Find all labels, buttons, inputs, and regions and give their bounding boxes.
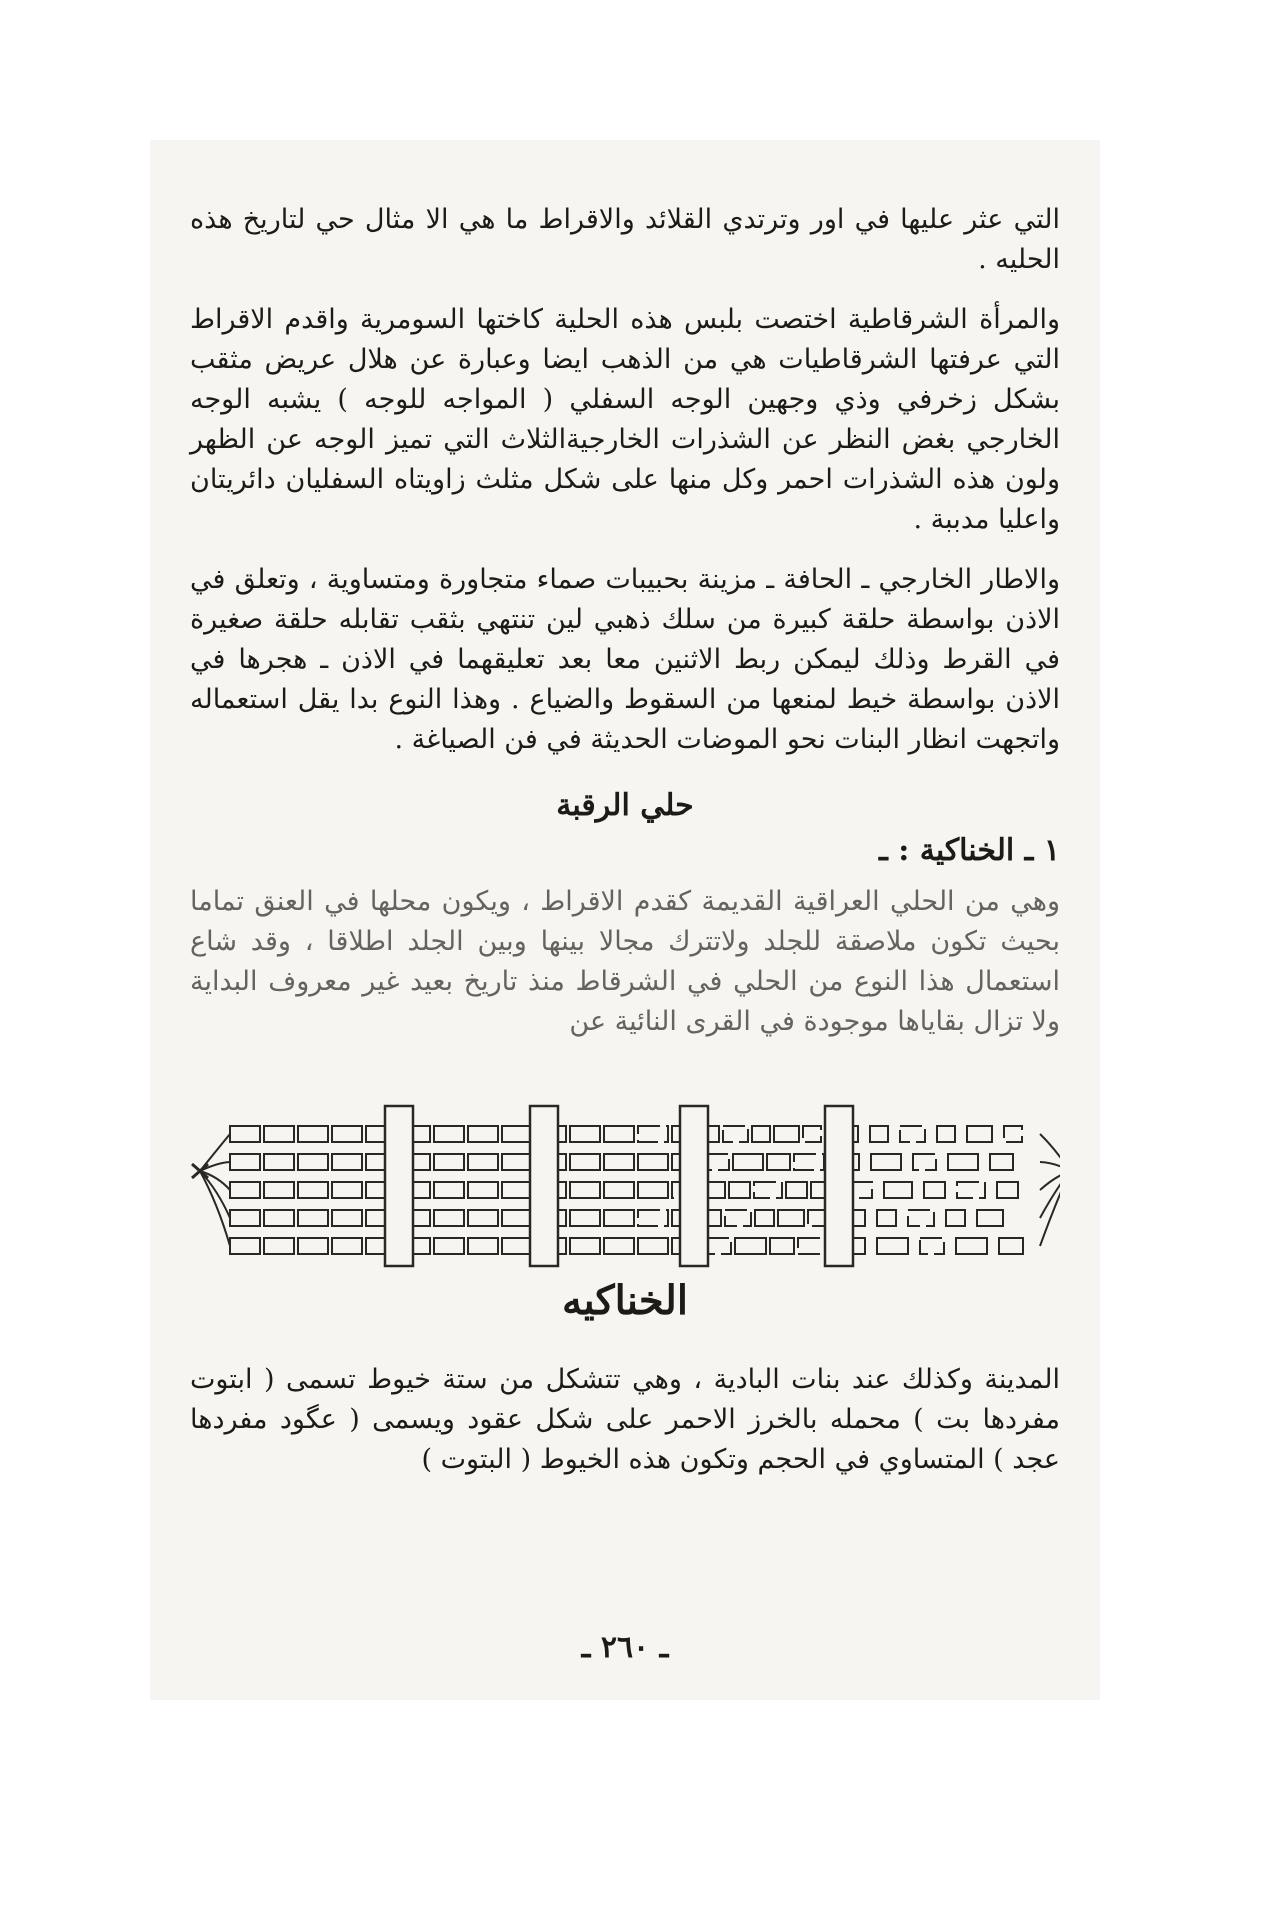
necklace-drawing — [190, 1066, 1060, 1271]
paragraph-faded: وهي من الحلي العراقية القديمة كقدم الاقراط ، ويكون محلها في العنق تماما بحيث تكون ملاصقة للجلد ولاتترك مجالا بينها وبين الجلد اطلاقا ، وقد شاع استعمال هذا النوع من الحلي في الشرقاط منذ تاريخ بعيد غير معروف البداية ولا تزال بقاياها موجودة في القرى النائية عن — [190, 886, 1060, 1037]
paragraph-1: التي عثر عليها في اور وترتدي القلائد والاقراط ما هي الا مثال حي لتاريخ هذه الحليه . — [190, 204, 1060, 275]
paragraph-2: والمرأة الشرقاطية اختصت بلبس هذه الحلية كاختها السومرية واقدم الاقراط التي عرفتها الشرقاطيات هي من الذهب ايضا وعبارة عن هلال عريض مثقب بشكل زخرفي وذي وجهين الوجه السفلي ( المواجه للوجه ) يشبه الوجه الخارجي بغض النظر عن الشذرات الخارجيةالثلاث التي تميز الوجه عن الظهر ولون هذه الشذرات احمر وكل منها على شكل مثلث زاويتاه السفليان دائريتان واعليا مدببة . — [190, 304, 1060, 535]
section-heading: حلي الرقبة — [556, 788, 694, 823]
book-page — [150, 140, 1100, 1700]
necklace-illustration — [190, 1066, 1060, 1271]
subsection-heading: ١ ـ الخناكية : ـ — [878, 833, 1060, 868]
paragraph-4: المدينة وكذلك عند بنات البادية ، وهي تتشكل من ستة خيوط تسمى ( ابتوت مفردها بت ) محمله بالخرز الاحمر على شكل عقود ويسمى ( عگود مفردها عجد ) المتساوي في الحجم وتكون هذه الخيوط ( البتوت ) — [190, 1364, 1060, 1475]
page-content — [190, 200, 1060, 1500]
paragraph-3: والاطار الخارجي ـ الحافة ـ مزينة بحبيبات صماء متجاورة ومتساوية ، وتعلق في الاذن بواسطة حلقة كبيرة من سلك ذهبي لين تنتهي بثقب تقابله حلقة صغيرة في القرط وذلك ليمكن ربط الاثنين معا بعد تعليقهما في الاذن ـ هجرها في الاذن بواسطة خيط لمنعها من السقوط والضياع . وهذا النوع بدا يقل استعماله واتجهت انظار البنات نحو الموضات الحديثة في فن الصياغة . — [190, 564, 1060, 755]
figure-caption: الخناكيه — [562, 1277, 688, 1324]
page-number: ـ ٢٦٠ ـ — [581, 1630, 669, 1665]
